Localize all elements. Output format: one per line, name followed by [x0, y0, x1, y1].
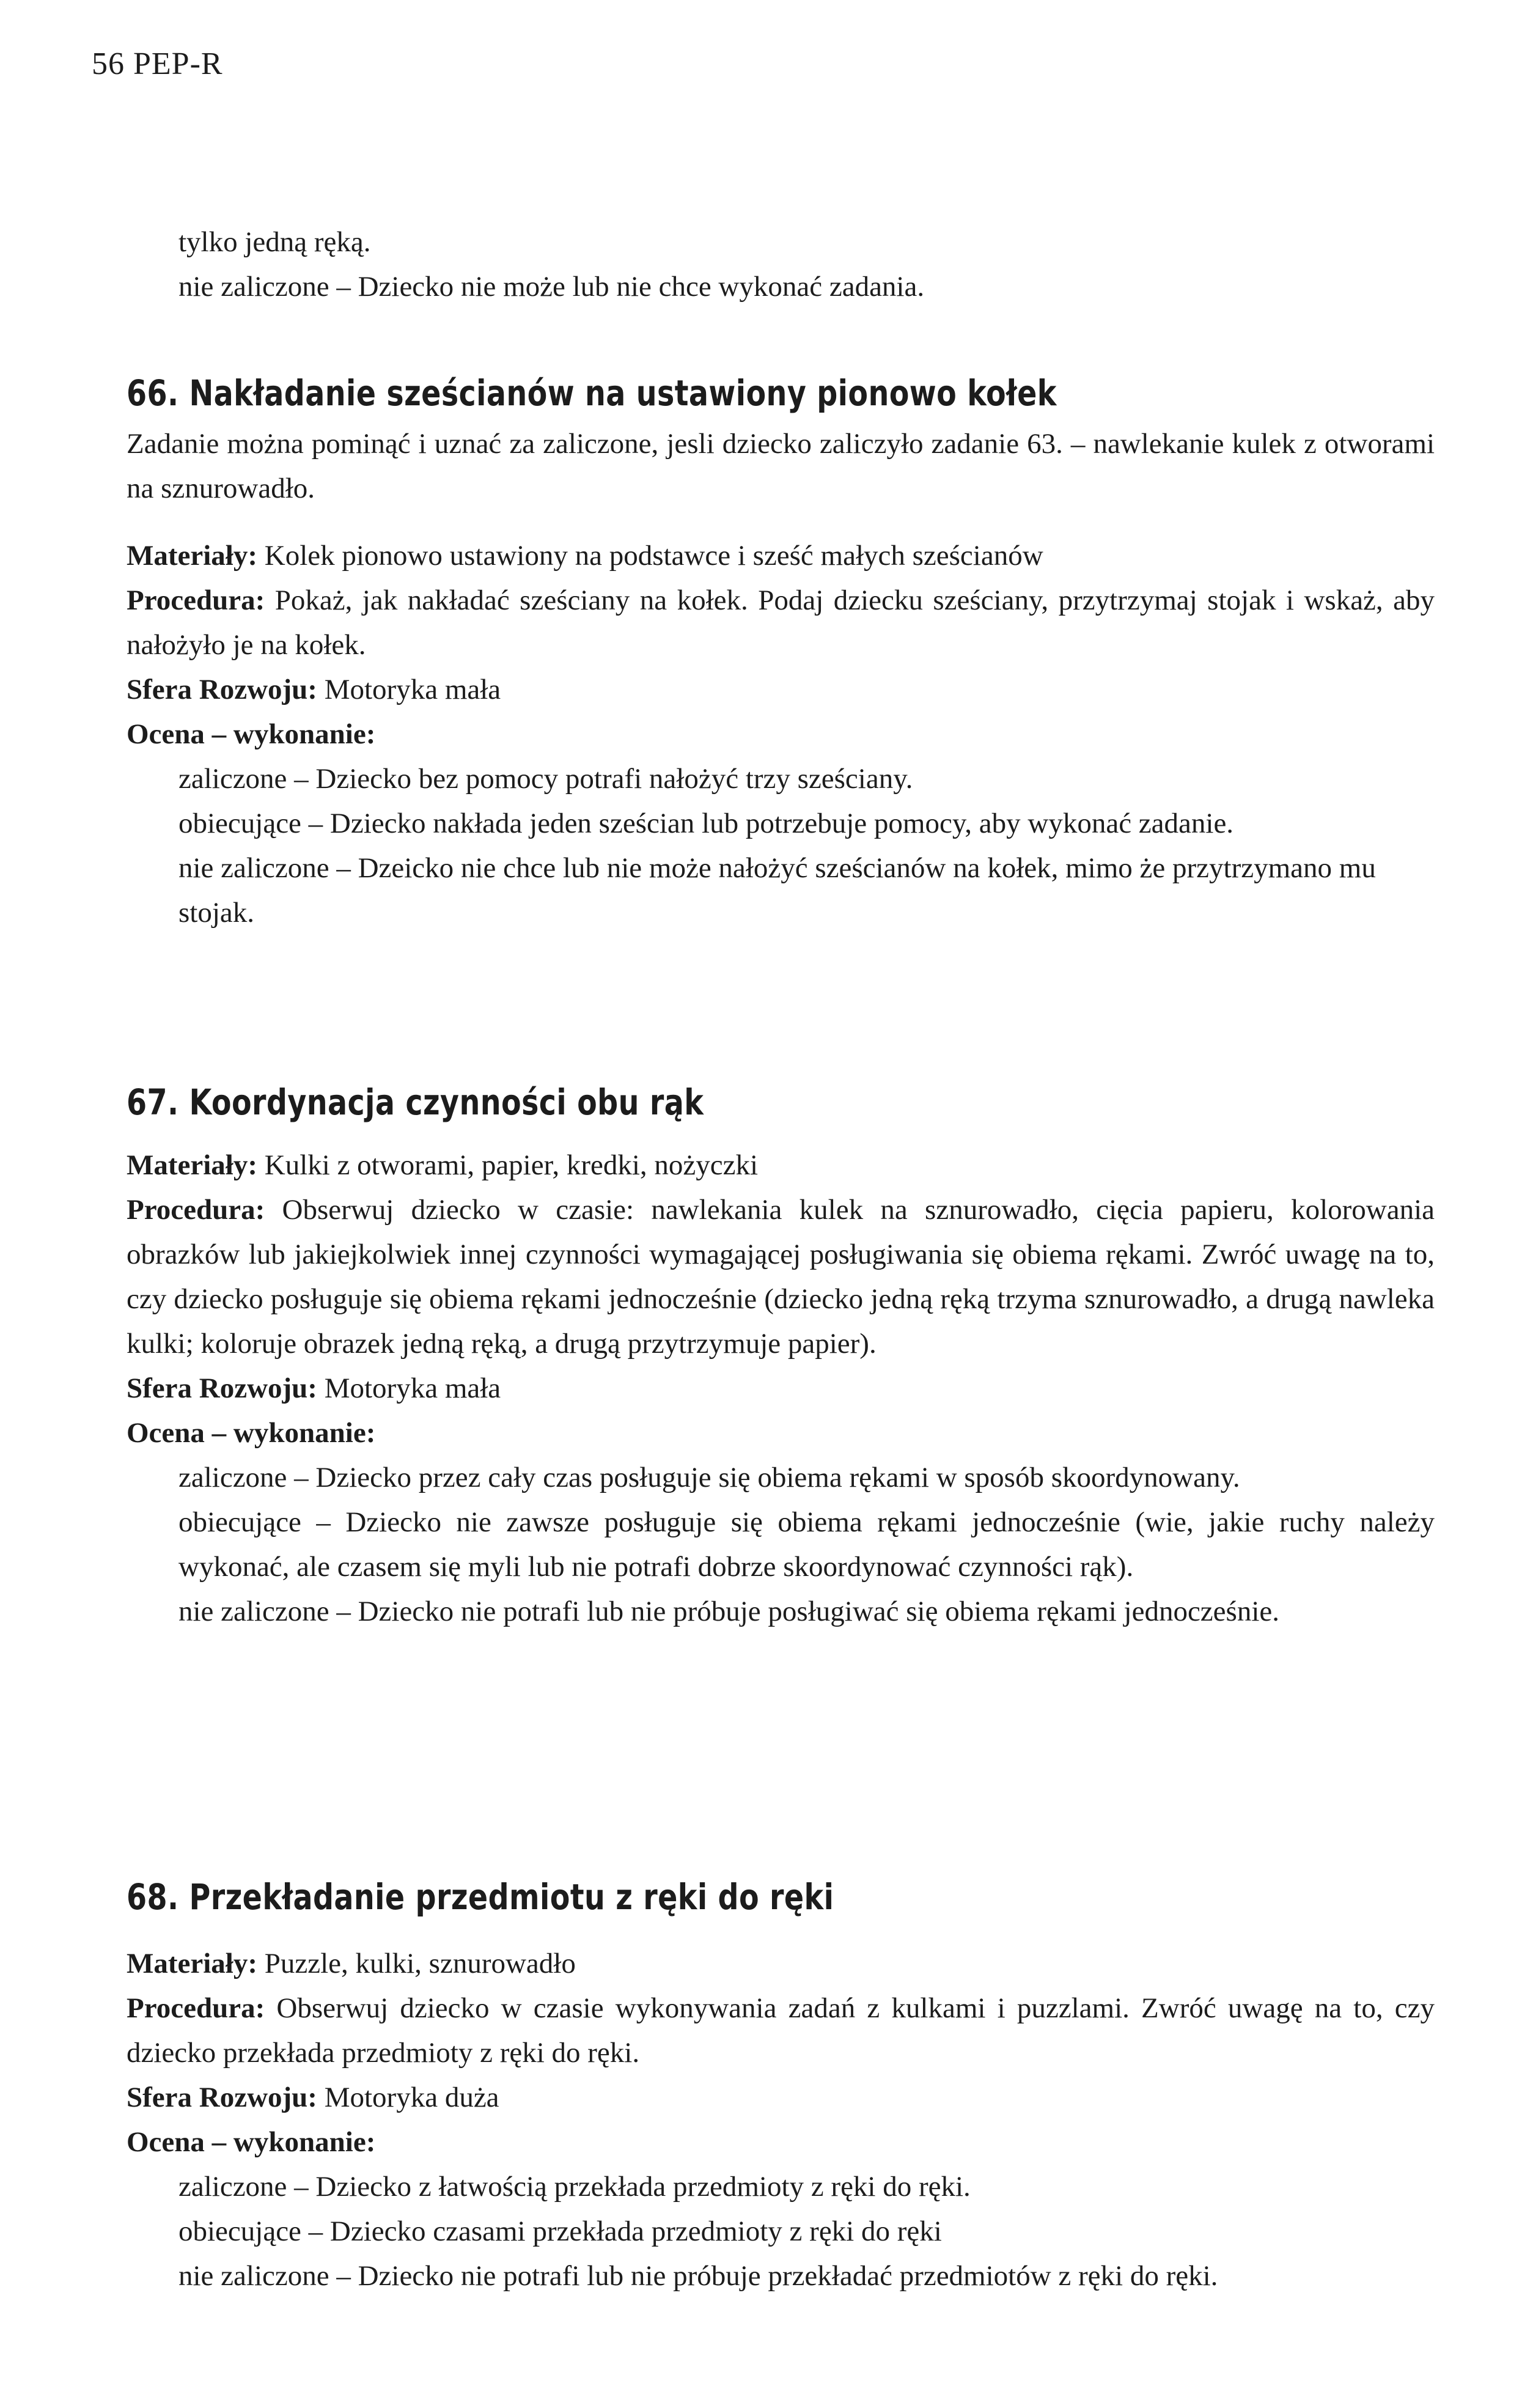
intro-line: tylko jedną ręką. [178, 226, 371, 258]
materials-row [127, 1942, 1435, 1986]
procedure-label: Procedura: [127, 1992, 265, 2024]
sphere-text: Motoryka duża [324, 2082, 499, 2113]
section-66 [127, 369, 1435, 935]
assessment-passed: zaliczone – Dziecko z łatwością przekłada przedmioty z ręki do ręki. [178, 2171, 971, 2203]
assessment-failed: nie zaliczone – Dziecko nie potrafi lub nie próbuje przekładać przedmiotów z ręki do ręki. [178, 2260, 1218, 2292]
section-number: 66. [127, 372, 179, 414]
assessment-list [127, 2165, 1435, 2299]
section-67 [127, 1078, 1435, 1634]
section-title: Koordynacja czynności obu rąk [189, 1081, 704, 1123]
procedure-text: Obserwuj dziecko w czasie: nawlekania kulek na sznurowadło, cięcia papieru, kolorowania obrazków lub jakiejkolwiek innej czynności wymagającej posługiwania się obiema rękami. Zwróć uwagę na to, czy dziecko posługuje się obiema rękami jednocześnie (dziecko jedną ręką trzyma sznurowadło, a drugą nawleka kulki; koloruje obrazek jedną ręką, a drugą przytrzymuje papier). [127, 1194, 1435, 1360]
materials-label: Materiały: [127, 1149, 258, 1181]
assessment-passed: zaliczone – Dziecko bez pomocy potrafi nałożyć trzy sześciany. [178, 763, 913, 795]
assessment-label: Ocena – wykonanie: [127, 1417, 376, 1449]
procedure-row [127, 578, 1435, 668]
sphere-row [127, 1366, 1435, 1411]
procedure-row [127, 1188, 1435, 1366]
materials-text: Puzzle, kulki, sznurowadło [264, 1948, 576, 1979]
assessment-emerging: obiecujące – Dziecko nakłada jeden sześcian lub potrzebuje pomocy, aby wykonać zadanie. [178, 808, 1234, 839]
materials-label: Materiały: [127, 1948, 258, 1979]
materials-row [127, 1143, 1435, 1188]
procedure-label: Procedura: [127, 584, 265, 616]
section-heading [127, 1872, 1199, 1921]
section-68 [127, 1872, 1435, 2299]
sphere-text: Motoryka mała [324, 1372, 501, 1404]
assessment-list [127, 757, 1435, 935]
section-title: Przekładanie przedmiotu z ręki do ręki [189, 1876, 834, 1918]
assessment-emerging: obiecujące – Dziecko czasami przekłada przedmioty z ręki do ręki [178, 2215, 942, 2247]
assessment-list [127, 1456, 1435, 1634]
sphere-text: Motoryka mała [324, 674, 501, 705]
procedure-label: Procedura: [127, 1194, 265, 1226]
sphere-row [127, 2075, 1435, 2120]
materials-row [127, 534, 1435, 578]
materials-text: Kolek pionowo ustawiony na podstawce i sześć małych sześcianów [264, 540, 1043, 572]
intro-continuation [127, 220, 1487, 309]
assessment-failed: nie zaliczone – Dziecko nie potrafi lub nie próbuje posługiwać się obiema rękami jednocześnie. [178, 1596, 1279, 1627]
procedure-text: Obserwuj dziecko w czasie wykonywania zadań z kulkami i puzzlami. Zwróć uwagę na to, czy dziecko przekłada przedmioty z ręki do ręki. [127, 1992, 1435, 2069]
assessment-label: Ocena – wykonanie: [127, 2126, 376, 2158]
intro-line: nie zaliczone – Dziecko nie może lub nie chce wykonać zadania. [178, 271, 925, 303]
section-number: 67. [127, 1081, 179, 1123]
assessment-failed: nie zaliczone – Dzeicko nie chce lub nie może nałożyć sześcianów na kołek, mimo że przytrzymano mu stojak. [178, 852, 1376, 929]
running-head: 56 PEP-R [92, 46, 223, 81]
materials-label: Materiały: [127, 540, 258, 572]
sphere-row [127, 668, 1435, 712]
assessment-passed: zaliczone – Dziecko przez cały czas posługuje się obiema rękami w sposób skoordynowany. [178, 1462, 1240, 1493]
sphere-label: Sfera Rozwoju: [127, 674, 317, 705]
section-note: Zadanie można pominąć i uznać za zaliczone, jesli dziecko zaliczyło zadanie 63. – nawlekanie kulek z otworami na sznurowadło. [127, 428, 1435, 504]
section-number: 68. [127, 1876, 179, 1918]
assessment-emerging: obiecujące – Dziecko nie zawsze posługuje się obiema rękami jednocześnie (wie, jakie ruchy należy wykonać, ale czasem się myli lub nie potrafi dobrze skoordynować czynności rąk). [178, 1506, 1435, 1583]
section-title: Nakładanie sześcianów na ustawiony pionowo kołek [189, 372, 1057, 414]
procedure-text: Pokaż, jak nakładać sześciany na kołek. Podaj dziecku sześciany, przytrzymaj stojak i wskaż, aby nałożyło je na kołek. [127, 584, 1435, 661]
procedure-row [127, 1986, 1435, 2075]
assessment-label: Ocena – wykonanie: [127, 718, 376, 750]
sphere-label: Sfera Rozwoju: [127, 1372, 317, 1404]
sphere-label: Sfera Rozwoju: [127, 2082, 317, 2113]
section-heading [127, 1078, 1199, 1127]
section-heading [127, 369, 1199, 418]
materials-text: Kulki z otworami, papier, kredki, nożyczki [264, 1149, 759, 1181]
